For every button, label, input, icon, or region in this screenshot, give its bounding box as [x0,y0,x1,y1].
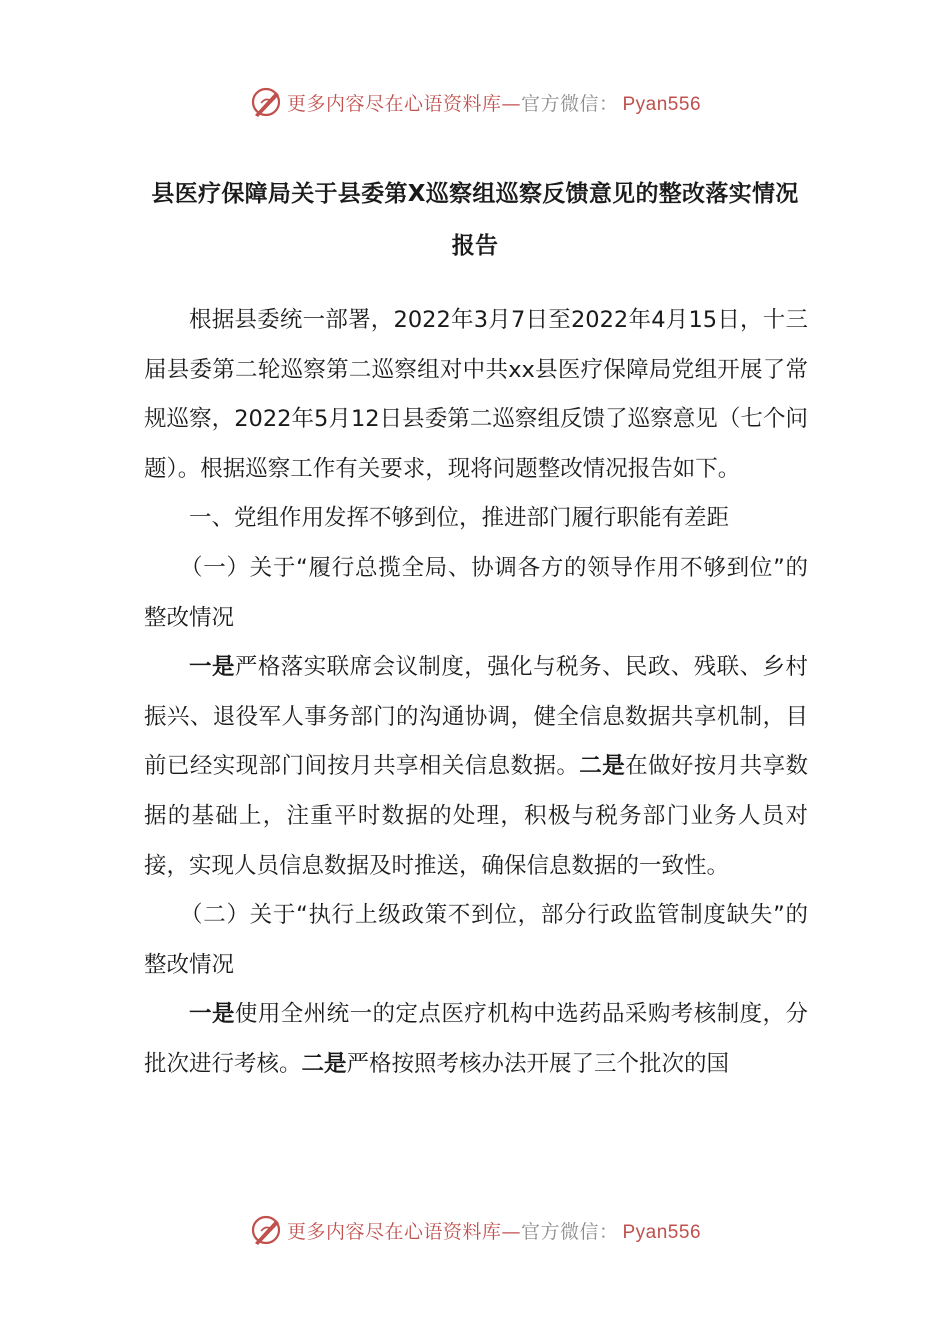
pen-logo-icon [249,85,283,119]
paragraph-text: 严格落实联席会议制度，强化与税务、民政、残联、乡村振兴、退役军人事务部门的沟通协调，健全信息数据共享机制，目前已经实现部门间按月共享相关信息数据。 [144,654,808,780]
subsection-1-paragraph [144,643,808,891]
watermark-banner-bottom [0,1210,950,1250]
watermark-site-text: 更多内容尽在心语资料库— [286,92,521,115]
paragraph-text: 严格按照考核办法开展了三个批次的国 [346,1050,730,1077]
lead-marker: 一是 [189,654,235,681]
paragraph-text: 在做好按月共享数据的基础上，注重平时数据的处理，积极与税务部门业务人员对接，实现人员信息数据及时推送，确保信息数据的一致性。 [144,753,808,879]
document-body [144,296,808,1090]
subsection-2-paragraph [144,990,808,1089]
watermark-text [287,1217,701,1244]
paragraph-text: 使用全州统一的定点医疗机构中选药品采购考核制度，分批次进行考核。 [144,1001,808,1077]
section-1-heading: 一、党组作用发挥不够到位，推进部门履行职能有差距 [189,505,730,532]
pen-logo-icon [249,1213,283,1247]
intro-paragraph: 根据县委统一部署，2022年3月7日至2022年4月15日，十三届县委第二轮巡察第二巡察组对中共xx县医疗保障局党组开展了常规巡察，2022年5月12日县委第二巡察组反馈了巡察意见（七个问题）。根据巡察工作有关要求，现将问题整改情况报告如下。 [144,307,808,482]
document-title: 县医疗保障局关于县委第Ⅹ巡察组巡察反馈意见的整改落实情况报告 [151,181,799,259]
subsection-2-heading: （二）关于“执行上级政策不到位，部分行政监管制度缺失”的整改情况 [144,902,808,978]
watermark-wechat-id: Pyan556 [622,93,702,115]
watermark-wechat-label: 官方微信： [520,1220,619,1243]
lead-marker: 二是 [301,1050,347,1077]
lead-marker: 二是 [579,753,626,780]
watermark-site-text: 更多内容尽在心语资料库— [286,1220,521,1243]
lead-marker: 一是 [189,1001,235,1028]
subsection-1-heading: （一）关于“履行总揽全局、协调各方的领导作用不够到位”的整改情况 [144,554,808,631]
watermark-text [287,89,701,116]
watermark-wechat-id: Pyan556 [622,1221,702,1243]
watermark-banner-top [0,82,950,122]
watermark-wechat-label: 官方微信： [520,92,619,115]
